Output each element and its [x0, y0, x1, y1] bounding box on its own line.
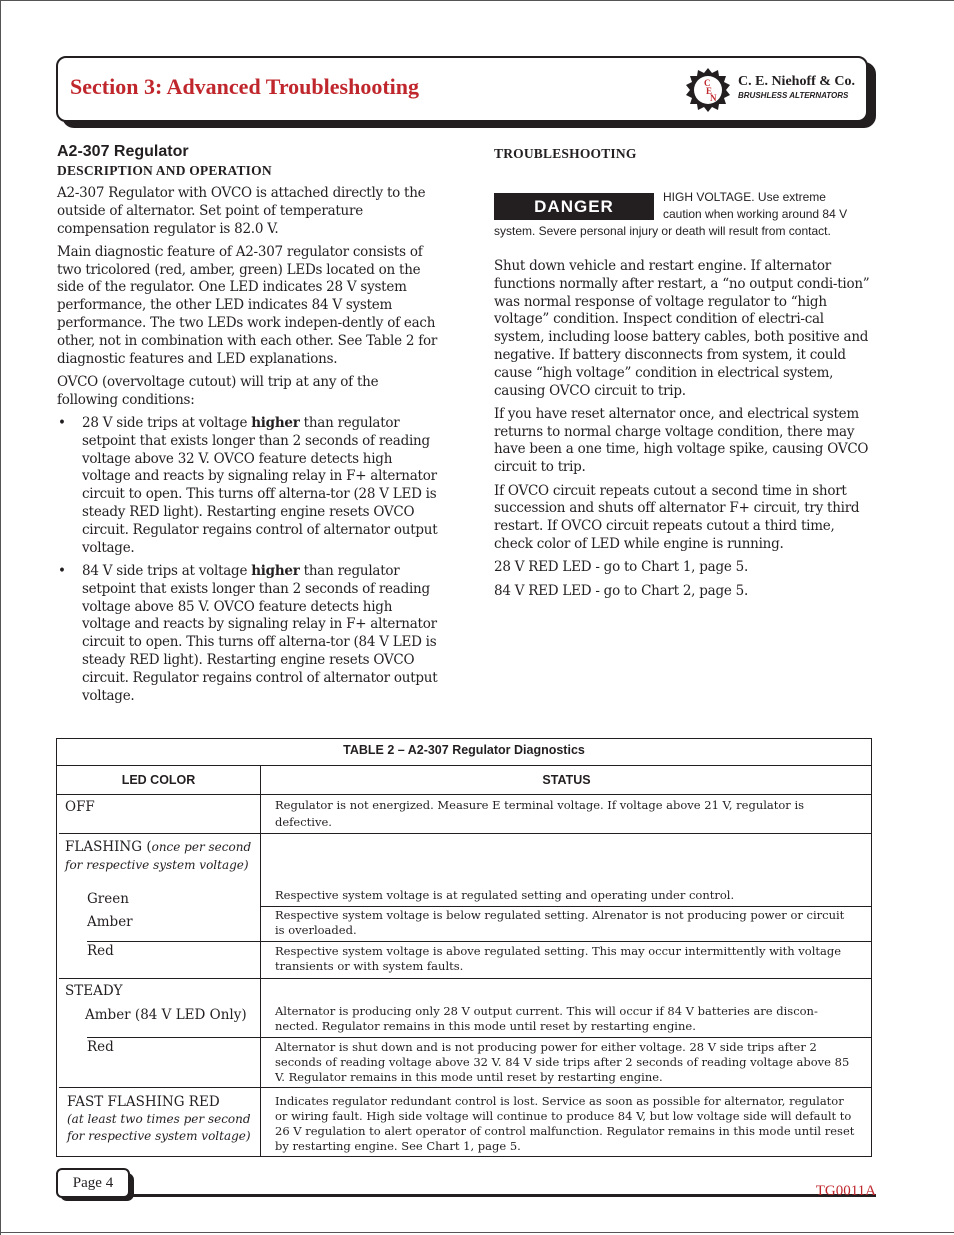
danger-text: system. Severe personal injury or death will result from contact. — [494, 224, 831, 238]
page-number: Page 4 — [56, 1168, 130, 1198]
status-steady-amber: Alternator is producing only 28 V output current. This will occur if 84 V batteries are discon-nected. Regulator remains in this mode until reset by restarting engine. — [275, 1004, 818, 1033]
troubleshooting-paragraph: If OVCO circuit repeats cutout a second time in short succession and shuts off alternator F+ circuit, try third restart. If OVCO circuit repeats cutout a third time, check color of LED while engine is running. — [494, 482, 860, 552]
company-name: C. E. Niehoff & Co. — [738, 74, 856, 89]
troubleshooting-paragraph: Shut down vehicle and restart engine. If alternator functions normally after restart, a “no output condi-tion” was normal response of voltage regulator to “high voltage” condition. Inspect condition of electri-cal system, including loose battery cables, both positive and negative. If battery disconnects from system, it could cause “high voltage” condition in electrical system, causing OVCO circuit to trip. — [494, 258, 870, 399]
logo-letter-e: E — [706, 86, 713, 96]
row-divider — [57, 794, 871, 795]
troubleshooting-paragraph: 84 V RED LED - go to Chart 2, page 5. — [494, 582, 748, 599]
led-flashing: FLASHING (once per second for respective system voltage) — [65, 839, 252, 872]
diagnostics-table — [56, 738, 872, 1157]
regulator-title: A2-307 Regulator — [57, 143, 189, 160]
status-flashing-green: Respective system voltage is at regulated setting and operating under control. — [275, 888, 735, 902]
troubleshooting-paragraph: 28 V RED LED - go to Chart 1, page 5. — [494, 559, 748, 576]
list-item: • 28 V side trips at voltage higher than regulator setpoint that exists longer than 2 seconds of reading voltage above 32 V. OVCO feature detects high voltage and reacts by signaling relay in F+ alternator circuit to open. This turns off alterna-tor (28 V LED is steady RED light). Restarting engine resets OVCO circuit. Regulator regains control of alternator output voltage. — [58, 415, 438, 556]
company-tagline: BRUSHLESS ALTERNATORS — [738, 91, 849, 100]
danger-text: caution when working around 84 V — [663, 207, 848, 221]
logo-letter-n: N — [710, 93, 717, 103]
ovco-conditions-list — [57, 415, 439, 705]
row-divider — [59, 978, 871, 979]
column-header-status: STATUS — [542, 773, 591, 787]
led-flashing-red: Red — [87, 943, 114, 959]
led-fast-flashing-red: FAST FLASHING RED (at least two times per second for respective system voltage) — [67, 1094, 251, 1143]
status-off: Regulator is not energized. Measure E terminal voltage. If voltage above 21 V, regulator is defective. — [275, 798, 805, 829]
left-column — [57, 141, 439, 711]
troubleshooting-paragraph: If you have reset alternator once, and electrical system returns to normal charge voltage condition, there may have been a one time, high voltage spike, causing OVCO circuit to trip. — [494, 405, 869, 476]
right-column — [494, 145, 874, 606]
led-steady-red: Red — [87, 1039, 114, 1055]
status-flashing-amber: Respective system voltage is below regulated setting. Alrenator is not producing power or circuit is overloaded. — [275, 908, 845, 937]
led-steady-amber: Amber (84 V LED Only) — [85, 1007, 247, 1023]
row-divider — [59, 833, 871, 834]
led-off: OFF — [65, 799, 95, 815]
bullet-icon: • — [58, 415, 66, 432]
column-header-led-color: LED COLOR — [121, 773, 196, 787]
led-flashing-green: Green — [87, 891, 129, 907]
table-title: TABLE 2 – A2-307 Regulator Diagnostics — [57, 739, 871, 766]
danger-badge: DANGER — [494, 193, 654, 220]
troubleshooting-heading: TROUBLESHOOTING — [494, 146, 637, 161]
led-flashing-amber: Amber — [87, 914, 133, 930]
danger-notice — [494, 165, 874, 239]
status-flashing-red: Respective system voltage is above regulated setting. This may occur intermittently with voltage transients or with system faults. — [275, 944, 842, 973]
page-border-bottom — [0, 1232, 954, 1233]
logo-letter-c: C — [704, 78, 711, 88]
row-divider — [260, 906, 871, 907]
row-divider — [87, 941, 871, 942]
bullet-icon: • — [58, 562, 66, 579]
status-steady-red: Alternator is shut down and is not producing power for either voltage. 28 V side trips after 2 seconds of reading voltage above 32 V. 84 V side trips after 2 seconds of reading voltage above 85 V. Regulator remains in this mode until reset by restarting engine. — [275, 1040, 850, 1084]
page-border-top — [0, 0, 954, 1]
status-fast-flashing-red: Indicates regulator redundant control is lost. Service as soon as possible for alternator, regulator or wiring fault. High side voltage will continue to produce 84 V, but low voltage side will default to 26 V regulation to alert operator of control malfunction. Regulator remains in this mode until reset by restarting engine. See Chart 1, page 5. — [275, 1094, 855, 1153]
footer-rule — [128, 1194, 876, 1197]
page-border-left — [0, 0, 1, 1235]
document-number: TG0011A — [815, 1183, 876, 1199]
danger-text: HIGH VOLTAGE. Use extreme — [663, 190, 826, 204]
description-paragraph: Main diagnostic feature of A2-307 regulator consists of two tricolored (red, amber, green) LEDs located on the side of the regulator. One LED indicates 28 V system performance, the other LED indicates 84 V system performance. The two LEDs work indepen-dently of each other, not in combination with each other. See Table 2 for diagnostic features and LED explanations. — [57, 243, 438, 367]
row-divider — [87, 1037, 871, 1038]
list-item: • 84 V side trips at voltage higher than regulator setpoint that exists longer than 2 seconds of reading voltage above 85 V. OVCO feature detects high voltage and reacts by signaling relay in F+ alternator circuit to open. This turns off alterna-tor (84 V LED is steady RED light). Restarting engine resets OVCO circuit. Regulator regains control of alternator output voltage. — [58, 562, 438, 704]
niehoff-logo-icon — [682, 66, 734, 114]
description-heading: DESCRIPTION AND OPERATION — [57, 163, 272, 178]
section-title: Section 3: Advanced Troubleshooting — [70, 74, 420, 99]
description-paragraph: OVCO (overvoltage cutout) will trip at any of the following conditions: — [57, 373, 379, 408]
led-steady: STEADY — [65, 983, 123, 999]
row-divider — [59, 1087, 871, 1088]
description-paragraph: A2-307 Regulator with OVCO is attached directly to the outside of alternator. Set point of temperature compensation regulator is 82.0 V. — [57, 185, 426, 237]
